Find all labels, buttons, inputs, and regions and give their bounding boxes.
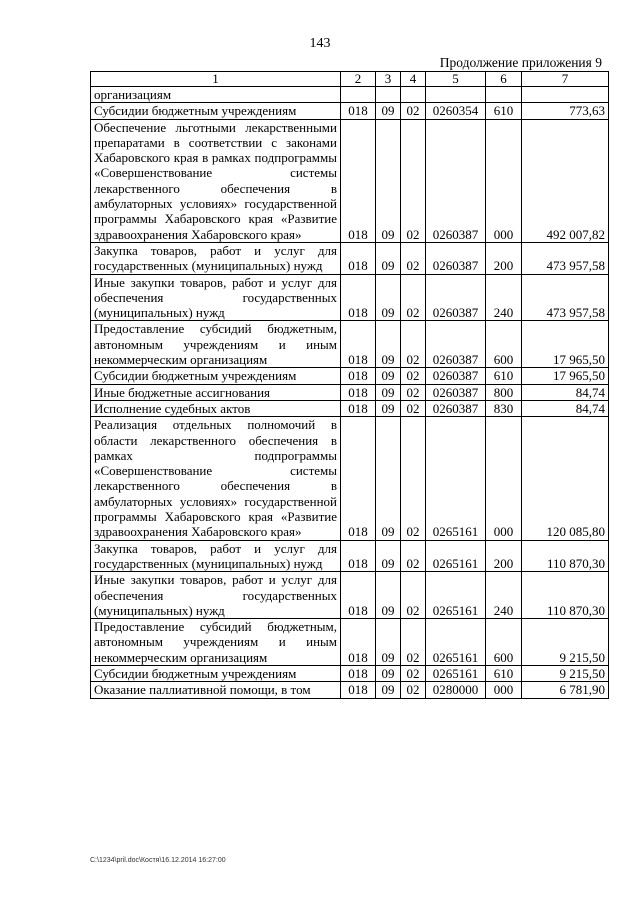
row-code-c6: 610 <box>486 368 522 384</box>
row-code-c5: 0265161 <box>426 417 486 540</box>
row-code-c2: 018 <box>341 572 376 619</box>
row-code-c5: 0260387 <box>426 321 486 368</box>
column-header: 6 <box>486 72 522 87</box>
row-description: Оказание паллиативной помощи, в том <box>91 682 341 698</box>
row-code-c2: 018 <box>341 400 376 416</box>
row-code-c2: 018 <box>341 242 376 274</box>
row-code-c3: 09 <box>376 665 401 681</box>
table-row <box>91 619 609 666</box>
row-amount: 17 965,50 <box>522 321 609 368</box>
row-code-c6: 200 <box>486 540 522 572</box>
row-code-c5: 0265161 <box>426 619 486 666</box>
table-row <box>91 274 609 321</box>
table-row <box>91 400 609 416</box>
table-row <box>91 321 609 368</box>
row-code-c2: 018 <box>341 119 376 242</box>
table-row <box>91 242 609 274</box>
row-code-c6: 000 <box>486 417 522 540</box>
row-code-c4: 02 <box>401 368 426 384</box>
row-code-c3: 09 <box>376 384 401 400</box>
row-code-c4: 02 <box>401 572 426 619</box>
row-code-c2: 018 <box>341 103 376 119</box>
row-code-c2: 018 <box>341 384 376 400</box>
row-code-c5: 0260387 <box>426 274 486 321</box>
row-code-c4: 02 <box>401 274 426 321</box>
row-code-c6: 610 <box>486 665 522 681</box>
column-header: 1 <box>91 72 341 87</box>
row-code-c3: 09 <box>376 540 401 572</box>
row-code-c6 <box>486 87 522 103</box>
row-code-c2: 018 <box>341 665 376 681</box>
row-code-c3: 09 <box>376 400 401 416</box>
row-code-c3: 09 <box>376 274 401 321</box>
row-code-c2: 018 <box>341 417 376 540</box>
row-code-c5: 0260354 <box>426 103 486 119</box>
table-row <box>91 417 609 540</box>
row-code-c4: 02 <box>401 400 426 416</box>
row-amount: 120 085,80 <box>522 417 609 540</box>
row-code-c5: 0260387 <box>426 368 486 384</box>
row-code-c4 <box>401 87 426 103</box>
row-amount: 84,74 <box>522 400 609 416</box>
row-amount: 110 870,30 <box>522 572 609 619</box>
row-code-c6: 240 <box>486 274 522 321</box>
row-code-c4: 02 <box>401 540 426 572</box>
table-row <box>91 540 609 572</box>
table-row <box>91 119 609 242</box>
row-amount: 492 007,82 <box>522 119 609 242</box>
appendix-continuation-label: Продолжение приложения 9 <box>439 55 602 70</box>
row-description: Иные закупки товаров, работ и услуг для обеспечения государственных (муниципальных) нужд <box>91 274 341 321</box>
row-description: организациям <box>91 87 341 103</box>
row-code-c2: 018 <box>341 368 376 384</box>
row-description: Закупка товаров, работ и услуг для государственных (муниципальных) нужд <box>91 242 341 274</box>
row-code-c3: 09 <box>376 368 401 384</box>
row-description: Субсидии бюджетным учреждениям <box>91 368 341 384</box>
row-code-c3: 09 <box>376 682 401 698</box>
row-code-c6: 830 <box>486 400 522 416</box>
row-code-c5: 0265161 <box>426 540 486 572</box>
row-code-c3: 09 <box>376 242 401 274</box>
file-path-footer: C:\1234\pril.doc\Костя\16.12.2014 16:27:00 <box>90 857 226 864</box>
row-code-c4: 02 <box>401 119 426 242</box>
budget-table <box>90 71 609 699</box>
row-code-c3: 09 <box>376 619 401 666</box>
column-header: 5 <box>426 72 486 87</box>
row-code-c4: 02 <box>401 619 426 666</box>
table-row <box>91 665 609 681</box>
row-amount: 9 215,50 <box>522 665 609 681</box>
row-code-c3: 09 <box>376 119 401 242</box>
column-header: 3 <box>376 72 401 87</box>
row-code-c6: 600 <box>486 321 522 368</box>
row-description: Обеспечение льготными лекарственными препаратами в соответствии с законами Хабаровского края в рамках подпрограммы «Совершенствование системы лекарственного обеспечения в амбулаторных условиях» государственной программы Хабаровского края «Развитие здравоохранения Хабаровского края» <box>91 119 341 242</box>
row-code-c5: 0265161 <box>426 665 486 681</box>
row-amount: 473 957,58 <box>522 242 609 274</box>
row-code-c5: 0280000 <box>426 682 486 698</box>
row-code-c2: 018 <box>341 321 376 368</box>
table-row <box>91 368 609 384</box>
row-code-c3: 09 <box>376 321 401 368</box>
row-description: Исполнение судебных актов <box>91 400 341 416</box>
table-row <box>91 682 609 698</box>
row-description: Реализация отдельных полномочий в области лекарственного обеспечения в рамках подпрограммы «Совершенствование системы лекарственного обеспечения в амбулаторных условиях» государственной программы Хабаровского края «Развитие здравоохранения Хабаровского края» <box>91 417 341 540</box>
row-code-c3: 09 <box>376 572 401 619</box>
row-description: Субсидии бюджетным учреждениям <box>91 103 341 119</box>
row-code-c5: 0260387 <box>426 384 486 400</box>
table-row <box>91 87 609 103</box>
row-code-c5: 0260387 <box>426 119 486 242</box>
row-description: Предоставление субсидий бюджетным, автономным учреждениям и иным некоммерческим организациям <box>91 321 341 368</box>
column-header: 7 <box>522 72 609 87</box>
row-code-c4: 02 <box>401 242 426 274</box>
row-description: Иные бюджетные ассигнования <box>91 384 341 400</box>
row-amount: 6 781,90 <box>522 682 609 698</box>
column-header: 4 <box>401 72 426 87</box>
row-amount: 473 957,58 <box>522 274 609 321</box>
row-description: Закупка товаров, работ и услуг для государственных (муниципальных) нужд <box>91 540 341 572</box>
row-code-c6: 000 <box>486 119 522 242</box>
row-code-c2 <box>341 87 376 103</box>
row-code-c5 <box>426 87 486 103</box>
row-code-c5: 0260387 <box>426 400 486 416</box>
row-code-c6: 200 <box>486 242 522 274</box>
table-row <box>91 103 609 119</box>
row-code-c6: 600 <box>486 619 522 666</box>
row-code-c6: 240 <box>486 572 522 619</box>
row-amount: 17 965,50 <box>522 368 609 384</box>
row-code-c4: 02 <box>401 665 426 681</box>
row-code-c4: 02 <box>401 417 426 540</box>
table-header-row <box>91 72 609 87</box>
table-row <box>91 384 609 400</box>
row-code-c2: 018 <box>341 274 376 321</box>
row-code-c4: 02 <box>401 321 426 368</box>
row-code-c5: 0265161 <box>426 572 486 619</box>
row-description: Предоставление субсидий бюджетным, автономным учреждениям и иным некоммерческим организациям <box>91 619 341 666</box>
table-row <box>91 572 609 619</box>
column-header: 2 <box>341 72 376 87</box>
row-code-c4: 02 <box>401 682 426 698</box>
row-description: Субсидии бюджетным учреждениям <box>91 665 341 681</box>
row-code-c3: 09 <box>376 103 401 119</box>
row-code-c5: 0260387 <box>426 242 486 274</box>
row-code-c3 <box>376 87 401 103</box>
row-amount: 9 215,50 <box>522 619 609 666</box>
page-number: 143 <box>309 36 331 51</box>
row-amount: 84,74 <box>522 384 609 400</box>
row-code-c3: 09 <box>376 417 401 540</box>
row-description: Иные закупки товаров, работ и услуг для обеспечения государственных (муниципальных) нужд <box>91 572 341 619</box>
row-code-c2: 018 <box>341 682 376 698</box>
row-amount: 773,63 <box>522 103 609 119</box>
row-code-c6: 000 <box>486 682 522 698</box>
row-code-c6: 800 <box>486 384 522 400</box>
row-code-c2: 018 <box>341 619 376 666</box>
row-code-c4: 02 <box>401 384 426 400</box>
row-code-c2: 018 <box>341 540 376 572</box>
row-amount: 110 870,30 <box>522 540 609 572</box>
row-code-c6: 610 <box>486 103 522 119</box>
row-code-c4: 02 <box>401 103 426 119</box>
row-amount <box>522 87 609 103</box>
